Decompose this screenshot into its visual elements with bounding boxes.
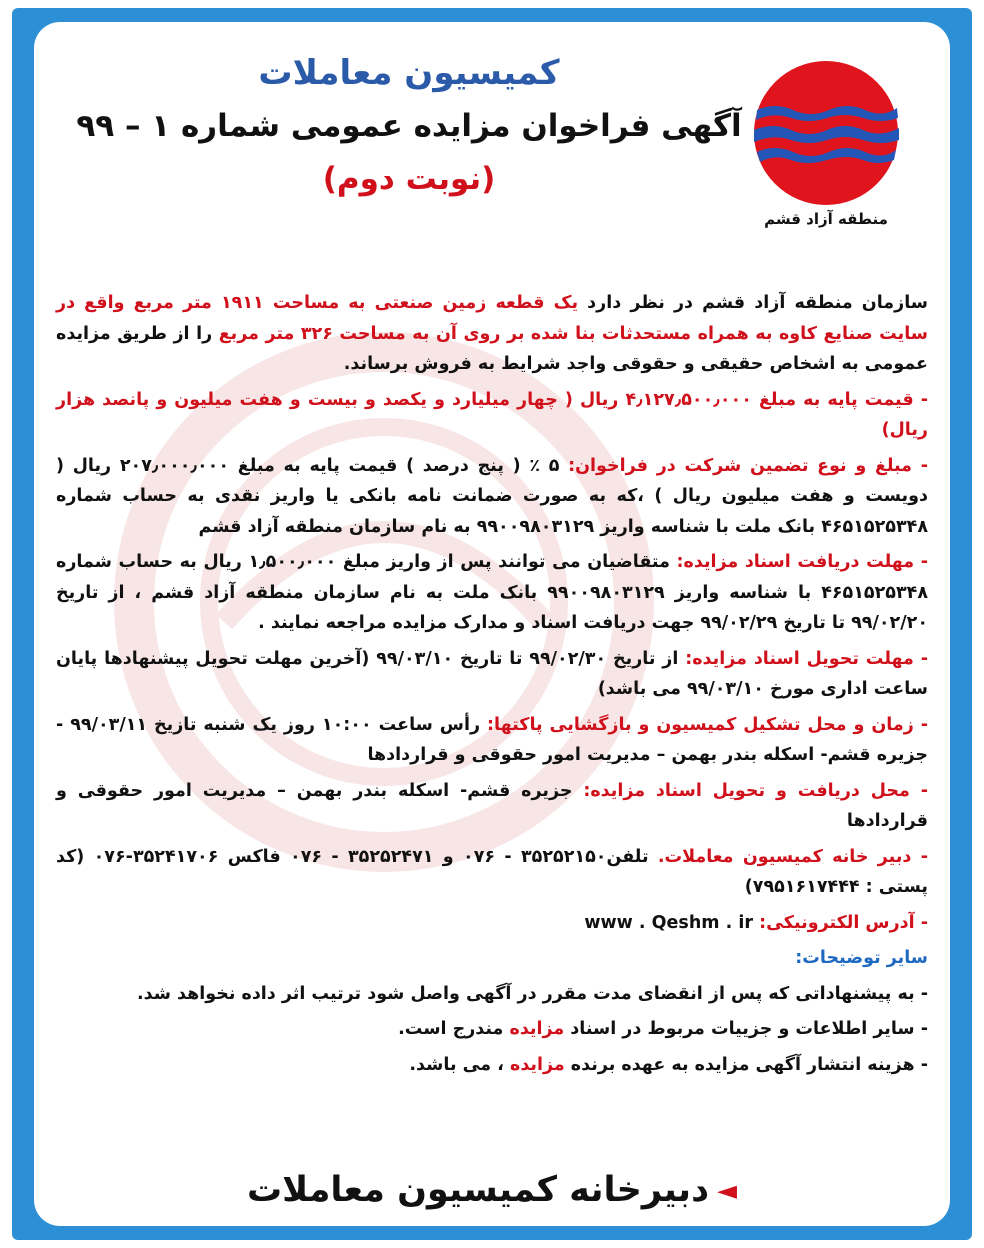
property-description: یک قطعه زمین صنعتی به مساحت ۱۹۱۱ متر مربع واقع در سایت صنایع کاوه به همراه مستحدثات بنا شده بر روی آن به مساحت ۳۲۶ متر مربع [56, 293, 929, 344]
note-2: - سایر اطلاعات و جزییات مربوط در اسناد مزایده مندرج است. [398, 1019, 928, 1039]
footer-text: دبیرخانه کمیسیون معاملات [246, 1170, 710, 1210]
note-1: - به پیشنهاداتی که پس از انقضای مدت مقرر در آگهی واصل شود ترتیب اثر داده نخواهد شد. [136, 983, 928, 1004]
logo [742, 58, 910, 253]
intro-paragraph: سازمان منطقه آزاد قشم در نظر دارد یک قطعه زمین صنعتی به مساحت ۱۹۱۱ متر مربع واقع در سایت صنایع کاوه به همراه مستحدثات بنا شده بر روی آن به مساحت ۳۲۶ متر مربع را از طریق مزایده عمومی به اشخاص حقیقی و حقوقی واجد شرایط به فروش برساند. [56, 293, 929, 374]
department-title: کمیسیون معاملات [258, 53, 560, 93]
guarantee-item: - مبلغ و نوع تضمین شرکت در فراخوان: ۵ ٪ ( پنج درصد ) قیمت پایه به مبلغ ۲۰۷٫۰۰۰٫۰۰۰ ریال ( دویست و هفت میلیون ریال ) ،که به صورت ضمانت نامه بانکی یا واریز نقدی به حساب شماره ۴۶۵۱۵۲۵۳۴۸ بانک ملت با شناسه واریز ۹۹۰۰۹۸۰۳۱۲۹ به نام سازمان منطقه آزاد قشم [56, 455, 928, 537]
website-item: - آدرس الکترونیکی: www . Qeshm . ir [584, 912, 928, 933]
docs-receive-item: - مهلت دریافت اسناد مزایده: متقاضیان می توانند پس از واریز مبلغ ۱٫۵۰۰٫۰۰۰ ریال به حساب شماره ۴۶۵۱۵۲۵۳۴۸ با شناسه واریز ۹۹۰۰۹۸۰۳۱۲۹ بانک ملت به نام سازمان منطقه آزاد قشم ، از تاریخ ۹۹/۰۲/۲۰ تا تاریخ ۹۹/۰۲/۲۹ جهت دریافت اسناد و مدارک مزایده مراجعه نمایند . [56, 552, 928, 633]
header [64, 50, 754, 202]
note-3: - هزینه انتشار آگهی مزایده به عهده برنده مزایده ، می باشد. [409, 1054, 928, 1075]
footer-signature [34, 1170, 950, 1210]
triangle-marker-icon: ◄ [717, 1176, 738, 1206]
notice-card [34, 22, 950, 1226]
page-title: آگهی فراخوان مزایده عمومی شماره ۱ – ۹۹ [76, 108, 742, 144]
meeting-item: - زمان و محل تشکیل کمیسیون و بازگشایی پاکتها: رأس ساعت ۱۰:۰۰ روز یک شنبه تازیخ ۹۹/۰۳/۱۱ - جزیره قشم- اسکله بندر بهمن – مدیریت امور حقوقی و قراردادها [56, 714, 929, 765]
base-price: - قیمت پایه به مبلغ ۴٫۱۲۷٫۵۰۰٫۰۰۰ ریال ( چهار میلیارد و یکصد و بیست و هفت میلیون و پانصد هزار ریال) [56, 389, 928, 440]
logo-caption: منطقه آزاد قشم [764, 210, 888, 228]
website-link[interactable]: www . Qeshm . ir [584, 912, 753, 933]
notice-body [56, 288, 928, 1085]
round-subtitle: (نوبت دوم) [322, 161, 496, 197]
place-item: - محل دریافت و تحویل اسناد مزایده: جزیره قشم- اسکله بندر بهمن – مدیریت امور حقوقی و قراردادها [56, 780, 928, 831]
qeshm-logo-icon [751, 58, 901, 208]
notes-heading: سایر توضیحات: [795, 948, 928, 968]
docs-deliver-item: - مهلت تحویل اسناد مزایده: از تاریخ ۹۹/۰۲/۳۰ تا تاریخ ۹۹/۰۳/۱۰ (آخرین مهلت تحویل پیشنهادها پایان ساعت اداری مورخ ۹۹/۰۳/۱۰ می باشد) [56, 648, 928, 699]
secretariat-item: - دبیر خانه کمیسیون معاملات. تلفن۳۵۲۵۲۱۵۰ - ۰۷۶ و ۳۵۲۵۲۴۷۱ - ۰۷۶ فاکس ۳۵۲۴۱۷۰۶-۰۷۶ (کد پستی : ۷۹۵۱۶۱۷۴۴۴) [56, 846, 928, 897]
